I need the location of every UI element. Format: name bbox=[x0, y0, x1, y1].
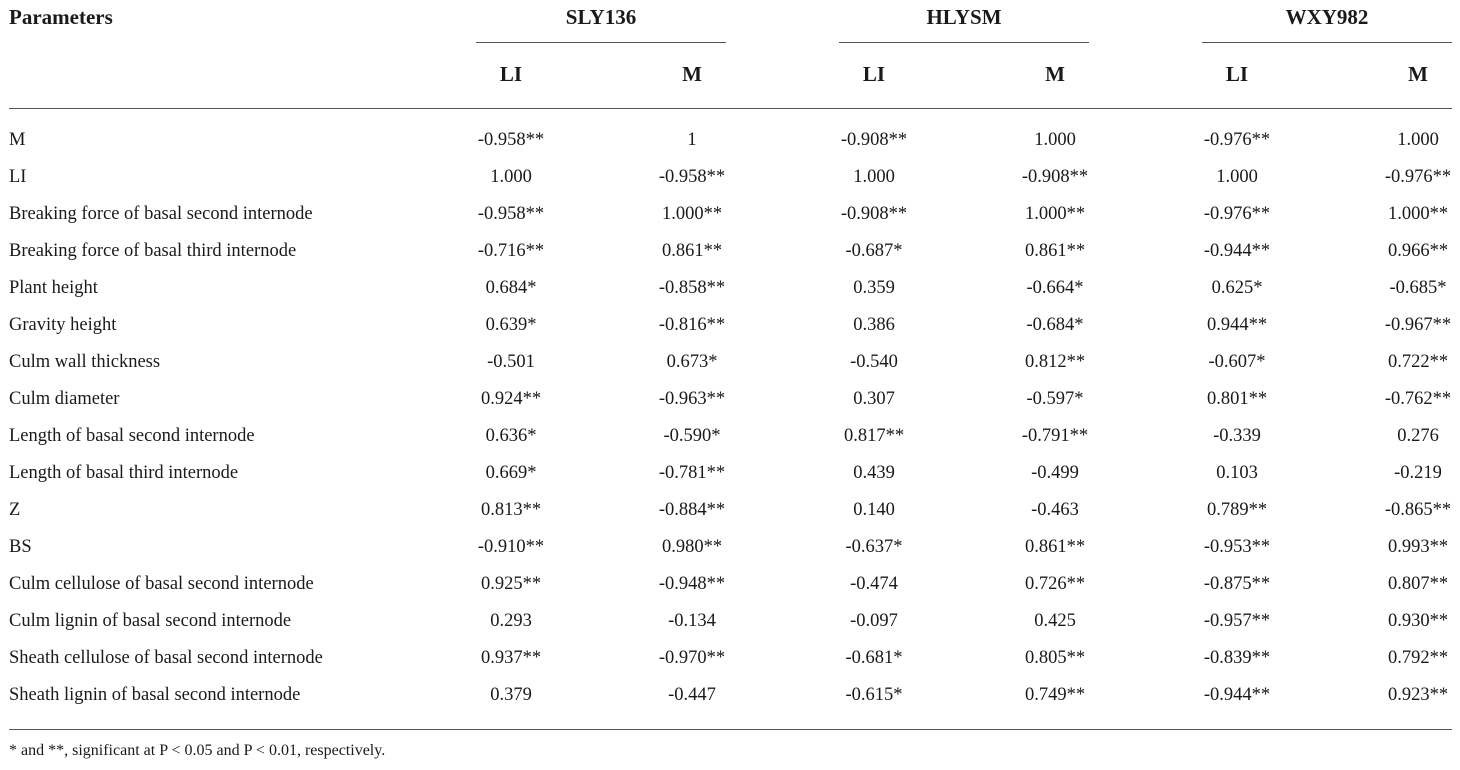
table-cell: 0.792** bbox=[1387, 648, 1449, 668]
table-cell: -0.664* bbox=[1026, 278, 1084, 298]
group-header-sly136: SLY136 bbox=[565, 5, 637, 29]
table-cell: -0.681* bbox=[845, 648, 903, 668]
table-cell: -0.791** bbox=[1021, 426, 1089, 446]
table-row bbox=[0, 278, 1460, 315]
table-cell: -0.685* bbox=[1389, 278, 1447, 298]
table-cell: 1.000 bbox=[1397, 130, 1439, 150]
table-cell: -0.716** bbox=[477, 241, 545, 261]
table-cell: 0.726** bbox=[1024, 574, 1086, 594]
table-cell: 1.000** bbox=[1024, 204, 1086, 224]
table-row bbox=[0, 167, 1460, 204]
table-cell: -0.684* bbox=[1026, 315, 1084, 335]
table-cell: 0.817** bbox=[843, 426, 905, 446]
table-cell: -0.884** bbox=[658, 500, 726, 520]
table-cell: -0.762** bbox=[1384, 389, 1452, 409]
table-cell: 0.379 bbox=[490, 685, 532, 705]
row-label: Culm lignin of basal second internode bbox=[9, 611, 292, 631]
table-row bbox=[0, 389, 1460, 426]
table-footnote: * and **, significant at P < 0.05 and P < 0.01, respectively. bbox=[9, 742, 386, 759]
table-row bbox=[0, 611, 1460, 648]
row-label: Culm diameter bbox=[9, 389, 120, 409]
table-row bbox=[0, 426, 1460, 463]
table-cell: 0.276 bbox=[1397, 426, 1439, 446]
row-label: BS bbox=[9, 537, 32, 557]
table-cell: -0.597* bbox=[1026, 389, 1084, 409]
table-cell: -0.910** bbox=[477, 537, 545, 557]
table-cell: -0.908** bbox=[840, 130, 908, 150]
table-cell: -0.447 bbox=[668, 685, 716, 705]
group-underline-hlysm bbox=[839, 42, 1089, 43]
table-cell: -0.957** bbox=[1203, 611, 1271, 631]
table-row bbox=[0, 204, 1460, 241]
table-cell: 0.924** bbox=[480, 389, 542, 409]
table-row bbox=[0, 500, 1460, 537]
table-cell: -0.607* bbox=[1208, 352, 1266, 372]
subheader-hlysm-m: M bbox=[1045, 62, 1065, 86]
table-row bbox=[0, 574, 1460, 611]
table-cell: -0.540 bbox=[850, 352, 898, 372]
table-cell: 0.625* bbox=[1211, 278, 1263, 298]
table-cell: 0.673* bbox=[666, 352, 718, 372]
table-row bbox=[0, 352, 1460, 389]
table-cell: 1.000 bbox=[1034, 130, 1076, 150]
table-cell: 0.993** bbox=[1387, 537, 1449, 557]
table-cell: 0.861** bbox=[1024, 241, 1086, 261]
table-row bbox=[0, 537, 1460, 574]
table-cell: 0.966** bbox=[1387, 241, 1449, 261]
group-underline-sly136 bbox=[476, 42, 726, 43]
table-cell: -0.781** bbox=[658, 463, 726, 483]
table-cell: 0.930** bbox=[1387, 611, 1449, 631]
table-cell: 0.293 bbox=[490, 611, 532, 631]
table-cell: -0.463 bbox=[1031, 500, 1079, 520]
table-cell: -0.839** bbox=[1203, 648, 1271, 668]
group-underline-wxy982 bbox=[1202, 42, 1452, 43]
row-label: Sheath lignin of basal second internode bbox=[9, 685, 301, 705]
table-cell: -0.958** bbox=[477, 130, 545, 150]
table-cell: 0.669* bbox=[485, 463, 537, 483]
table-cell: -0.958** bbox=[658, 167, 726, 187]
row-label: Z bbox=[9, 500, 21, 520]
table-cell: -0.474 bbox=[850, 574, 898, 594]
row-label: Culm wall thickness bbox=[9, 352, 161, 372]
row-label: LI bbox=[9, 167, 27, 187]
table-cell: -0.944** bbox=[1203, 685, 1271, 705]
row-label: Breaking force of basal second internode bbox=[9, 204, 313, 224]
table-cell: -0.976** bbox=[1384, 167, 1452, 187]
table-cell: 0.439 bbox=[853, 463, 895, 483]
subheader-hlysm-li: LI bbox=[862, 62, 886, 86]
table-cell: 0.980** bbox=[661, 537, 723, 557]
table-cell: -0.501 bbox=[487, 352, 535, 372]
table-cell: 0.425 bbox=[1034, 611, 1076, 631]
table-cell: 0.789** bbox=[1206, 500, 1268, 520]
table-cell: 0.722** bbox=[1387, 352, 1449, 372]
row-label: Length of basal third internode bbox=[9, 463, 239, 483]
parameters-header: Parameters bbox=[9, 5, 113, 29]
table-cell: -0.590* bbox=[663, 426, 721, 446]
row-label: Breaking force of basal third internode bbox=[9, 241, 297, 261]
table-cell: -0.963** bbox=[658, 389, 726, 409]
table-cell: -0.134 bbox=[668, 611, 716, 631]
table-cell: 0.944** bbox=[1206, 315, 1268, 335]
table-cell: 0.103 bbox=[1216, 463, 1258, 483]
table-cell: -0.219 bbox=[1394, 463, 1442, 483]
table-cell: 0.684* bbox=[485, 278, 537, 298]
table-cell: 0.307 bbox=[853, 389, 895, 409]
subheader-sly136-m: M bbox=[682, 62, 702, 86]
table-cell: 1.000** bbox=[1387, 204, 1449, 224]
table-cell: -0.097 bbox=[850, 611, 898, 631]
table-cell: -0.976** bbox=[1203, 130, 1271, 150]
table-row bbox=[0, 463, 1460, 500]
row-label: Culm cellulose of basal second internode bbox=[9, 574, 314, 594]
table-cell: 0.386 bbox=[853, 315, 895, 335]
table-cell: 0.925** bbox=[480, 574, 542, 594]
table-cell: -0.948** bbox=[658, 574, 726, 594]
table-row bbox=[0, 130, 1460, 167]
table-cell: -0.944** bbox=[1203, 241, 1271, 261]
table-cell: -0.499 bbox=[1031, 463, 1079, 483]
table-cell: 0.861** bbox=[1024, 537, 1086, 557]
subheader-sly136-li: LI bbox=[499, 62, 523, 86]
table-cell: 0.140 bbox=[853, 500, 895, 520]
table-cell: 1.000 bbox=[853, 167, 895, 187]
row-label: Plant height bbox=[9, 278, 98, 298]
row-label: Gravity height bbox=[9, 315, 117, 335]
table-cell: -0.615* bbox=[845, 685, 903, 705]
table-cell: 1.000 bbox=[490, 167, 532, 187]
row-label: Length of basal second internode bbox=[9, 426, 255, 446]
table-cell: 0.636* bbox=[485, 426, 537, 446]
table-cell: -0.637* bbox=[845, 537, 903, 557]
table-bottom-rule bbox=[9, 729, 1452, 730]
table-row bbox=[0, 685, 1460, 722]
table-cell: -0.908** bbox=[840, 204, 908, 224]
table-cell: -0.816** bbox=[658, 315, 726, 335]
table-cell: 0.923** bbox=[1387, 685, 1449, 705]
table-cell: -0.875** bbox=[1203, 574, 1271, 594]
table-cell: -0.953** bbox=[1203, 537, 1271, 557]
table-cell: -0.970** bbox=[658, 648, 726, 668]
table-cell: 0.937** bbox=[480, 648, 542, 668]
table-cell: 1.000 bbox=[1216, 167, 1258, 187]
table-cell: -0.967** bbox=[1384, 315, 1452, 335]
table-row bbox=[0, 315, 1460, 352]
table-cell: -0.958** bbox=[477, 204, 545, 224]
table-cell: 0.807** bbox=[1387, 574, 1449, 594]
table-cell: 0.801** bbox=[1206, 389, 1268, 409]
table-row bbox=[0, 241, 1460, 278]
subheader-wxy982-m: M bbox=[1408, 62, 1428, 86]
table-cell: -0.339 bbox=[1213, 426, 1261, 446]
table-cell: 0.639* bbox=[485, 315, 537, 335]
table-cell: -0.858** bbox=[658, 278, 726, 298]
table-row bbox=[0, 648, 1460, 685]
table-cell: 0.805** bbox=[1024, 648, 1086, 668]
group-header-hlysm: HLYSM bbox=[926, 5, 1002, 29]
table-cell: 0.812** bbox=[1024, 352, 1086, 372]
table-cell: -0.976** bbox=[1203, 204, 1271, 224]
subheader-wxy982-li: LI bbox=[1225, 62, 1249, 86]
group-header-wxy982: WXY982 bbox=[1285, 5, 1369, 29]
row-label: Sheath cellulose of basal second internode bbox=[9, 648, 323, 668]
table-cell: -0.687* bbox=[845, 241, 903, 261]
table-cell: 0.861** bbox=[661, 241, 723, 261]
table-cell: -0.865** bbox=[1384, 500, 1452, 520]
table-cell: 0.813** bbox=[480, 500, 542, 520]
row-label: M bbox=[9, 130, 26, 150]
table-cell: -0.908** bbox=[1021, 167, 1089, 187]
table-cell: 1.000** bbox=[661, 204, 723, 224]
table-cell: 0.749** bbox=[1024, 685, 1086, 705]
table-cell: 1 bbox=[687, 130, 697, 150]
table-cell: 0.359 bbox=[853, 278, 895, 298]
header-bottom-rule bbox=[9, 108, 1452, 109]
